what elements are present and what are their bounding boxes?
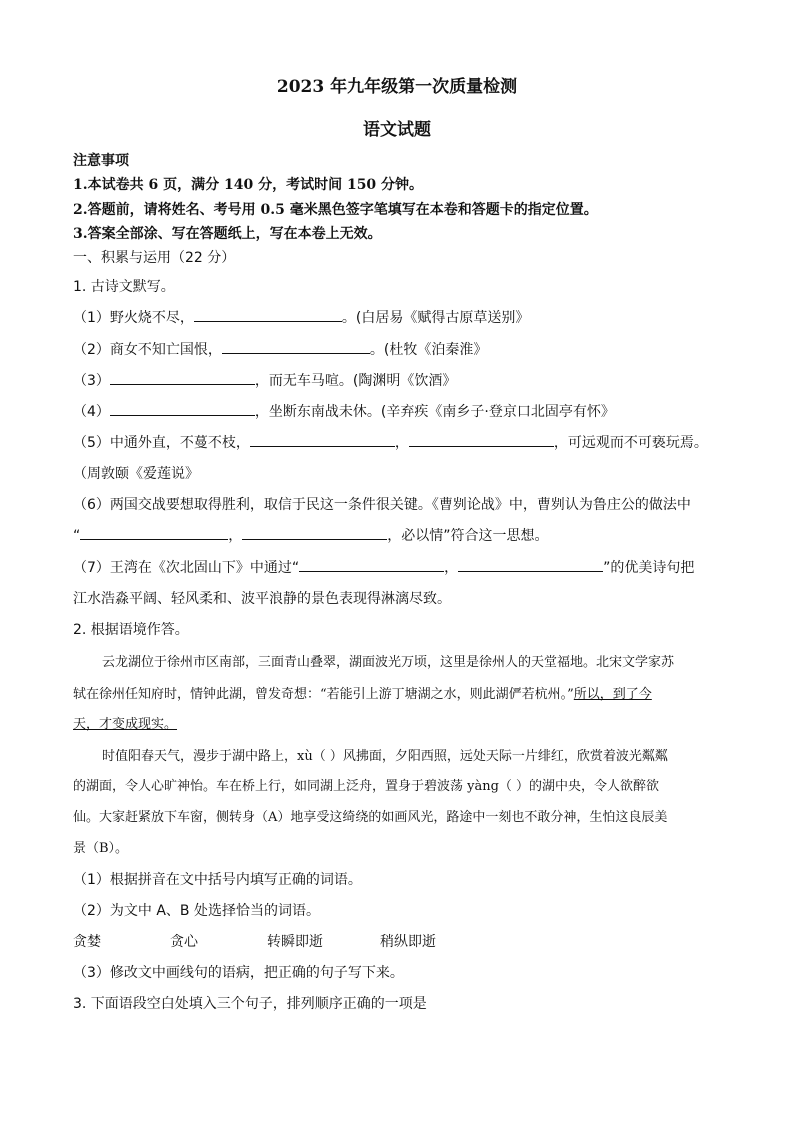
notice-item-3: 3.答案全部涂、写在答题纸上，写在本卷上无效。	[73, 226, 382, 242]
exam-subtitle: 语文试题	[363, 120, 431, 140]
section-heading: 一、积累与运用（22 分）	[73, 250, 236, 266]
q1-item-4: （4） ，坐断东南战未休。(辛弃疾《南乡子·登京口北固亭有怀》	[73, 401, 615, 421]
q2-sub-1: （1）根据拼音在文中括号内填写正确的词语。	[73, 872, 362, 888]
passage-line: 仙。大家赶紧放下车窗，侧转身（A）地享受这绮绕的如画风光，路途中一刻也不敢分神，生怕这良辰美	[73, 810, 668, 825]
notice-heading: 注意事项	[73, 153, 129, 169]
q1-item-6-cont: “ ， ，必以情”符合这一思想。	[73, 525, 549, 545]
word-option: 贪婪	[73, 934, 101, 950]
q1-item-3: （3） ，而无车马喧。(陶渊明《饮酒》	[73, 370, 456, 390]
answer-blank	[299, 557, 444, 572]
answer-blank	[110, 401, 255, 416]
answer-blank	[110, 370, 255, 385]
notice-item-2: 2.答题前，请将姓名、考号用 0.5 毫米黑色签字笔填写在本卷和答题卡的指定位置。	[73, 202, 598, 218]
q1-item-6: （6）两国交战要想取得胜利，取信于民这一条件很关键。《曹刿论战》中，曹刿认为鲁庄公的做法中	[73, 497, 691, 513]
q1-item-1: （1）野火烧不尽， 。(白居易《赋得古原草送别》	[73, 307, 529, 327]
q3-stem: 3. 下面语段空白处填入三个句子，排列顺序正确的一项是	[73, 996, 427, 1012]
answer-blank	[242, 525, 387, 540]
answer-blank	[409, 432, 554, 447]
answer-blank	[250, 432, 395, 447]
answer-blank	[80, 525, 228, 540]
passage-line: 景（B）。	[73, 841, 129, 856]
notice-item-1: 1.本试卷共 6 页，满分 140 分，考试时间 150 分钟。	[73, 177, 424, 193]
q1-item-7-cont: 江水浩淼平阔、轻风柔和、波平浪静的景色表现得淋漓尽致。	[73, 591, 451, 607]
word-option: 贪心	[170, 934, 198, 950]
answer-blank	[194, 307, 342, 322]
word-option: 稍纵即逝	[380, 934, 436, 950]
underlined-sentence: 所以，到了今	[573, 687, 652, 702]
q1-stem: 1. 古诗文默写。	[73, 279, 175, 295]
answer-blank	[222, 339, 370, 354]
underlined-sentence: 天，才变成现实。	[73, 717, 178, 732]
q2-sub-3: （3）修改文中画线句的语病，把正确的句子写下来。	[73, 965, 404, 981]
q2-stem: 2. 根据语境作答。	[73, 622, 189, 638]
word-option: 转瞬即逝	[267, 934, 323, 950]
q1-item-5: （5）中通外直，不蔓不枝， ， ，可远观而不可亵玩焉。	[73, 432, 708, 452]
q2-sub-2: （2）为文中 A、B 处选择恰当的词语。	[73, 903, 320, 919]
answer-blank	[458, 557, 603, 572]
passage-line: 的湖面，令人心旷神怡。车在桥上行，如同湖上泛舟，置身于碧波荡 yàng（ ）的湖中央，令人欲醉欲	[73, 779, 660, 794]
passage-line: 时值阳春天气，漫步于湖中路上，xù（ ）风拂面，夕阳西照，远处天际一片绯红，欣赏着波光粼粼	[102, 749, 668, 764]
passage-line: 云龙湖位于徐州市区南部，三面青山叠翠，湖面波光万顷，这里是徐州人的天堂福地。北宋文学家苏	[102, 655, 675, 670]
q1-item-5-source: （周敦颐《爱莲说》	[73, 466, 199, 482]
passage-line: 轼在徐州任知府时，情钟此湖，曾发奇想：“若能引上游丁塘湖之水，则此湖俨若杭州。”所以，到了今	[73, 687, 652, 702]
exam-title: 2023 年九年级第一次质量检测	[276, 77, 518, 97]
q1-item-2: （2）商女不知亡国恨， 。(杜牧《泊秦淮》	[73, 339, 487, 359]
q1-item-7: （7）王湾在《次北固山下》中通过“ ， ”的优美诗句把	[73, 557, 694, 577]
